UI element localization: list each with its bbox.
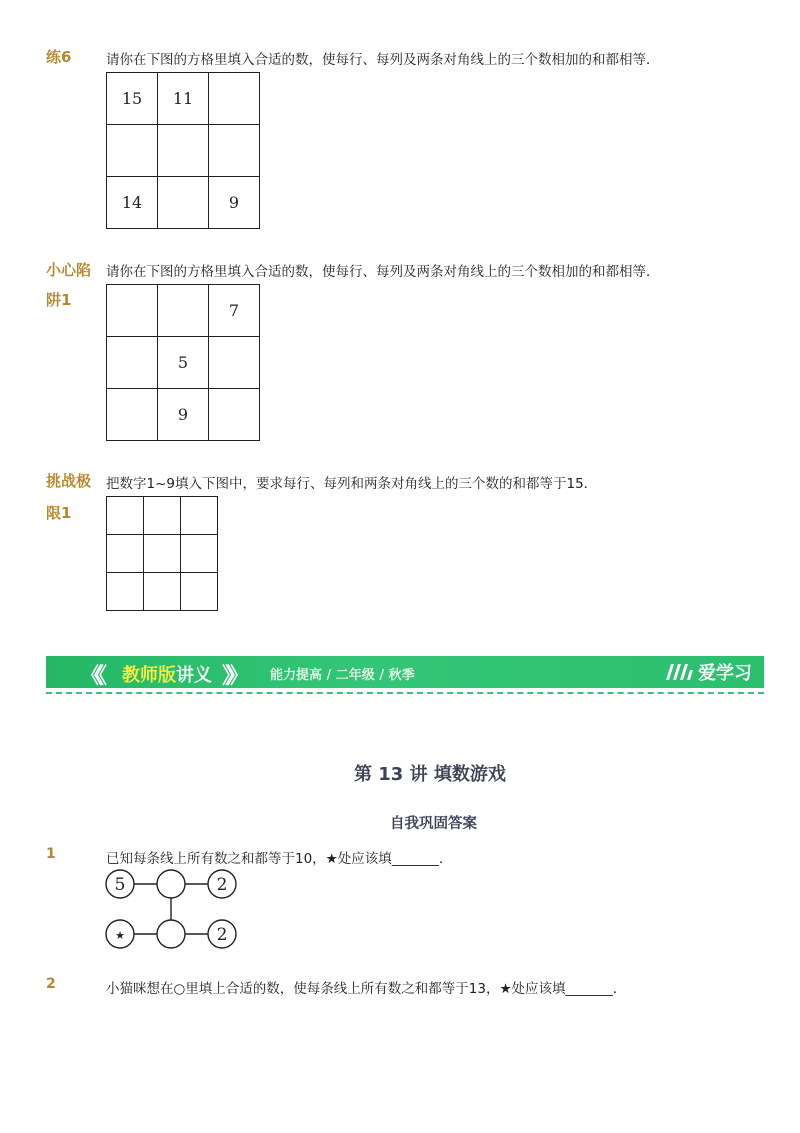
question-1-text: 已知每条线上所有数之和都等于10，★处应该填_______． [106, 851, 453, 867]
grid-cell[interactable]: 9 [209, 177, 260, 229]
grid-cell[interactable] [209, 125, 260, 177]
circle-top-middle[interactable] [157, 870, 185, 898]
grid-cell[interactable] [209, 389, 260, 441]
grid-cell[interactable] [158, 125, 209, 177]
brand-name: 爱学习 [698, 663, 752, 684]
grid-cell[interactable] [181, 497, 218, 535]
chevron-right-icon: 》》 [222, 664, 244, 689]
grid-cell[interactable]: 7 [209, 285, 260, 337]
section-banner [46, 656, 764, 688]
banner-subtitle: 能力提高 / 二年级 / 秋季 [270, 668, 415, 683]
grid-cell[interactable] [158, 285, 209, 337]
trap-1-text: 请你在下图的方格里填入合适的数，使每行、每列及两条对角线上的三个数相加的和都相等． [106, 264, 660, 280]
grid-cell[interactable] [107, 285, 158, 337]
trap-1-grid [106, 284, 260, 441]
circle-bottom-right[interactable] [208, 920, 236, 948]
grid-cell[interactable] [209, 73, 260, 125]
question-2-number: 2 [46, 976, 56, 992]
brand-logo-icon [664, 660, 694, 684]
grid-cell[interactable] [107, 573, 144, 611]
challenge-1-text: 把数字1~9填入下图中，要求每行、每列和两条对角线上的三个数的和都等于15． [106, 476, 598, 492]
grid-cell[interactable] [107, 389, 158, 441]
banner-title [122, 661, 212, 687]
grid-cell[interactable] [107, 497, 144, 535]
grid-cell[interactable]: 14 [107, 177, 158, 229]
star-icon: ★ [115, 929, 125, 942]
grid-cell[interactable]: 9 [158, 389, 209, 441]
circle-value: 2 [216, 875, 228, 895]
circle-top-right[interactable] [208, 870, 236, 898]
circle-top-left[interactable] [106, 870, 134, 898]
circle-bottom-left[interactable] [106, 920, 134, 948]
question-2-text: 小猫咪想在○里填上合适的数，使每条线上所有数之和都等于13，★处应该填_______． [106, 981, 627, 997]
trap-1-label-line1: 小心陷 [46, 261, 92, 279]
banner-title-part2: 讲义 [176, 665, 212, 686]
grid-cell[interactable] [144, 573, 181, 611]
chevron-left-icon: 《《 [80, 664, 102, 689]
grid-cell[interactable] [107, 125, 158, 177]
grid-cell[interactable] [158, 177, 209, 229]
challenge-1-grid [106, 496, 218, 611]
banner-title-part1: 教师版 [122, 665, 176, 686]
challenge-1-label-line1: 挑战极 [46, 472, 92, 490]
question-1-number: 1 [46, 846, 56, 862]
grid-cell[interactable] [107, 535, 144, 573]
grid-cell[interactable]: 11 [158, 73, 209, 125]
practice-6-label: 练6 [46, 48, 72, 66]
circle-value: 2 [216, 925, 228, 945]
question-1-diagram [100, 868, 250, 950]
lecture-title: 第 13 讲 填数游戏 [354, 764, 506, 785]
circle-bottom-middle[interactable] [157, 920, 185, 948]
banner-divider [46, 692, 764, 694]
grid-cell[interactable]: 5 [158, 337, 209, 389]
grid-cell[interactable] [209, 337, 260, 389]
practice-6-text: 请你在下图的方格里填入合适的数，使每行、每列及两条对角线上的三个数相加的和都相等． [106, 52, 660, 68]
grid-cell[interactable] [144, 497, 181, 535]
practice-6-grid [106, 72, 260, 229]
grid-cell[interactable] [107, 337, 158, 389]
grid-cell[interactable]: 15 [107, 73, 158, 125]
grid-cell[interactable] [144, 535, 181, 573]
grid-cell[interactable] [181, 535, 218, 573]
section-title: 自我巩固答案 [390, 816, 477, 832]
grid-cell[interactable] [181, 573, 218, 611]
brand [664, 659, 752, 685]
circle-value: 5 [114, 875, 126, 895]
trap-1-label-line2: 阱1 [46, 291, 72, 309]
challenge-1-label-line2: 限1 [46, 504, 72, 522]
